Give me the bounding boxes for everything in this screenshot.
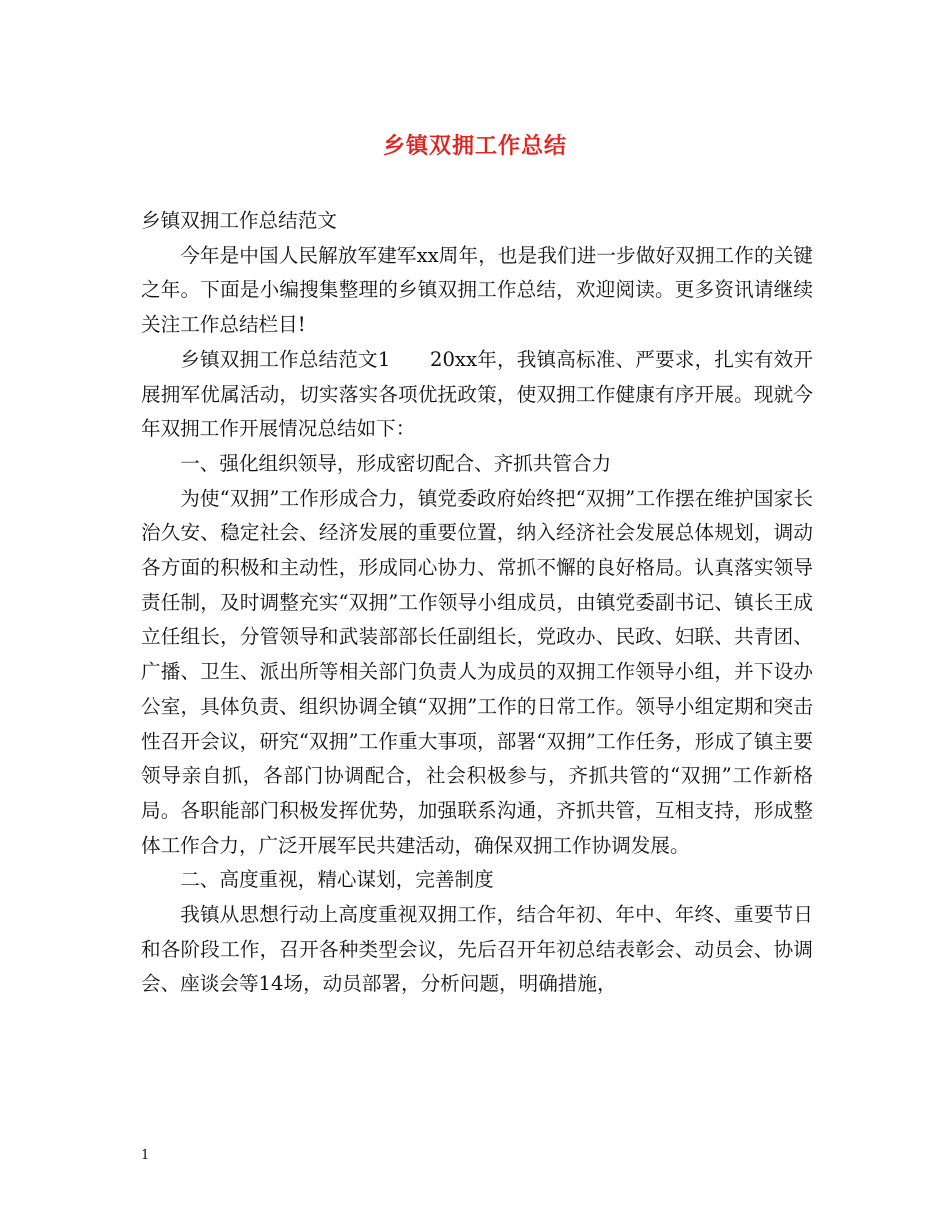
paragraph-overview: 乡镇双拥工作总结范文1 20xx年，我镇高标准、严要求，扎实有效开展拥军优属活动，切实落实各项优抚政策，使双拥工作健康有序开展。现就今年双拥工作开展情况总结如下： (141, 347, 813, 441)
paragraph-intro: 今年是中国人民解放军建军xx周年，也是我们进一步做好双拥工作的关键之年。下面是小编搜集整理的乡镇双拥工作总结，欢迎阅读。更多资讯请继续关注工作总结栏目! (141, 243, 813, 337)
paragraph-section-2: 我镇从思想行动上高度重视双拥工作，结合年初、年中、年终、重要节日和各阶段工作，召开各种类型会议，先后召开年初总结表彰会、动员会、协调会、座谈会等14场，动员部署，分析问题，明确措施， (141, 903, 813, 996)
section-heading-2: 二、高度重视，精心谋划，完善制度 (180, 868, 494, 892)
paragraph-section-1: 为使“双拥”工作形成合力，镇党委政府始终把“双拥”工作摆在维护国家长治久安、稳定社会、经济发展的重要位置，纳入经济社会发展总体规划，调动各方面的积极和主动性，形成同心协力、常抓不懈的良好格局。认真落实领导责任制，及时调整充实“双拥”工作领导小组成员，由镇党委副书记、镇长王成立任组长，分管领导和武装部部长任副组长，党政办、民政、妇联、共青团、广播、卫生、派出所等相关部门负责人为成员的双拥工作领导小组，并下设办公室，具体负责、组织协调全镇“双拥”工作的日常工作。领导小组定期和突击性召开会议，研究“双拥”工作重大事项，部署“双拥”工作任务，形成了镇主要领导亲自抓，各部门协调配合，社会积极参与，齐抓共管的“双拥”工作新格局。各职能部门积极发挥优势，加强联系沟通，齐抓共管，互相支持，形成整体工作合力，广泛开展军民共建活动，确保双拥工作协调发展。 (141, 486, 813, 857)
page-number: 1 (141, 1148, 150, 1163)
section-heading-1: 一、强化组织领导，形成密切配合、齐抓共管合力 (180, 451, 612, 475)
document-title: 乡镇双拥工作总结 (382, 134, 567, 159)
document-body (141, 204, 813, 1002)
paragraph-subtitle: 乡镇双拥工作总结范文 (141, 209, 337, 232)
